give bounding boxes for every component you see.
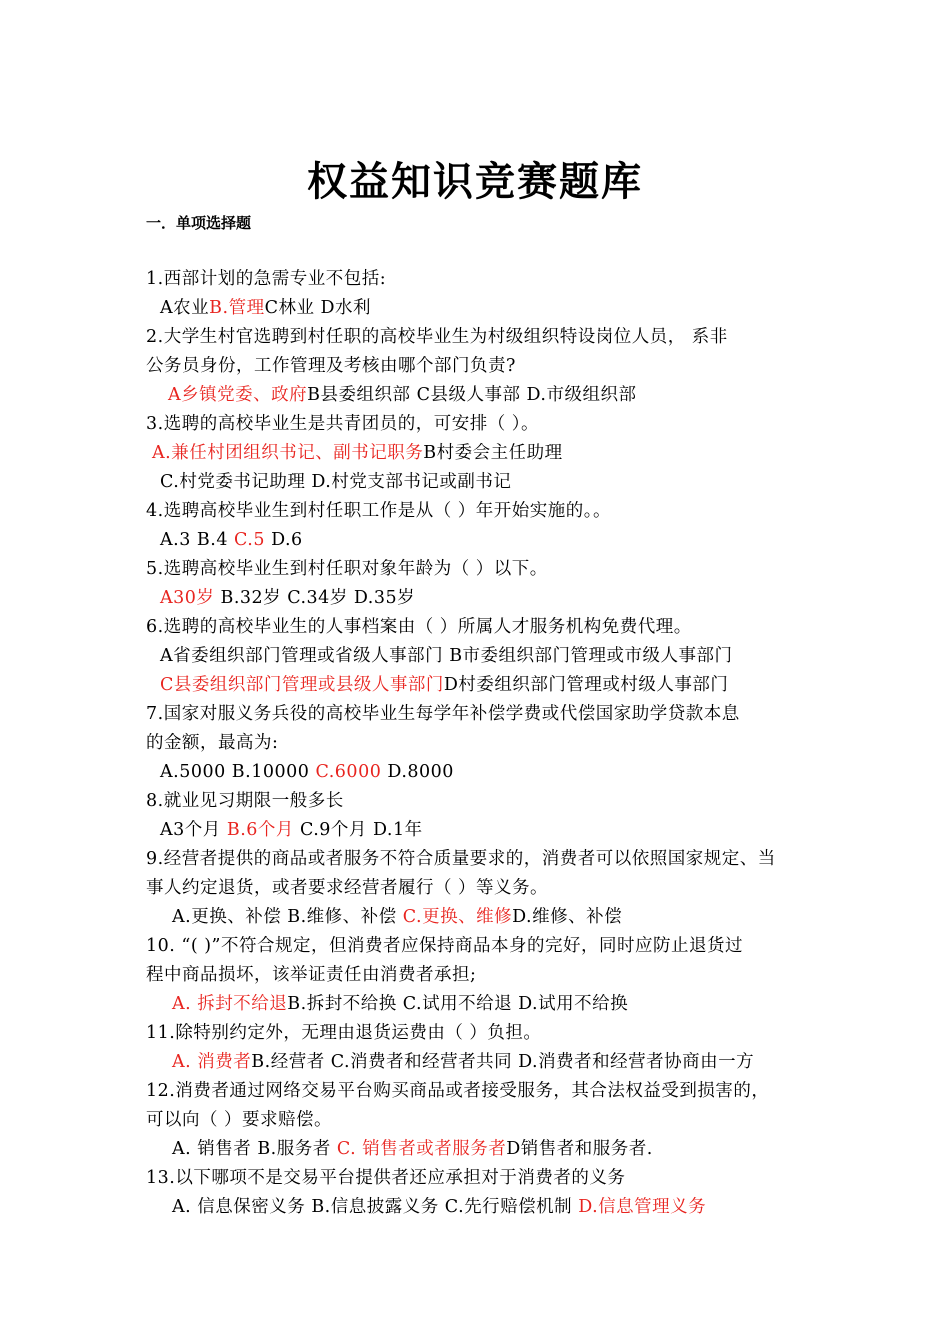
line-text: 12.消费者通过网络交易平台购买商品或者接受服务，其合法权益受到损害的， [146, 1081, 770, 1101]
line-text: 8.就业见习期限一般多长 [146, 791, 344, 811]
text-line [146, 1019, 541, 1048]
line-text: 5.选聘高校毕业生到村任职对象年龄为（ ）以下。 [146, 559, 548, 579]
text-line [160, 584, 415, 613]
answer-highlight: B.6个月 [226, 820, 294, 840]
text-line [146, 874, 548, 903]
line-text: A农业 [160, 298, 210, 318]
text-line [146, 323, 728, 352]
line-text: B.32岁 C.34岁 D.35岁 [214, 588, 416, 608]
text-line [172, 1193, 706, 1222]
line-text: 9.经营者提供的商品或者服务不符合质量要求的，消费者可以依照国家规定、当 [146, 849, 776, 869]
text-line [146, 1077, 769, 1106]
answer-highlight: A乡镇党委、政府 [168, 385, 308, 405]
text-line [146, 613, 692, 642]
text-line [146, 932, 743, 961]
text-line [152, 439, 563, 468]
answer-highlight: D.信息管理义务 [578, 1197, 707, 1217]
line-text: B村委会主任助理 [423, 443, 563, 463]
text-line [146, 410, 539, 439]
text-line [172, 903, 622, 932]
answer-highlight: C.更换、维修 [402, 907, 513, 927]
line-text: C.9个月 D.1年 [293, 820, 423, 840]
text-line [172, 1135, 653, 1164]
text-line [160, 671, 728, 700]
line-text: A省委组织部门管理或省级人事部门 B市委组织部门管理或市级人事部门 [160, 646, 733, 666]
text-line [172, 990, 628, 1019]
answer-highlight: A30岁 [160, 588, 215, 608]
line-text: A. 销售者 B.服务者 [172, 1139, 337, 1159]
text-line [160, 294, 371, 323]
answer-highlight: B.管理 [209, 298, 265, 318]
line-text: 4.选聘高校毕业生到村任职工作是从（ ）年开始实施的。。 [146, 501, 612, 521]
line-text: 13.以下哪项不是交易平台提供者还应承担对于消费者的义务 [146, 1168, 626, 1188]
line-text: 公务员身份，工作管理及考核由哪个部门负责? [146, 356, 516, 376]
line-text: A.更换、补偿 B.维修、补偿 [172, 907, 403, 927]
line-text: D.6 [265, 530, 303, 550]
line-text: 的金额，最高为: [146, 733, 279, 753]
text-line [146, 787, 344, 816]
line-text: 10. “( )”不符合规定，但消费者应保持商品本身的完好，同时应防止退货过 [146, 936, 744, 956]
line-text: D.维修、补偿 [512, 907, 623, 927]
line-text: 可以向（ ）要求赔偿。 [146, 1110, 333, 1130]
line-text: A.3 B.4 [160, 530, 235, 550]
line-text: 11.除特别约定外，无理由退货运费由（ ）负担。 [146, 1023, 542, 1043]
section-heading: 一．单项选择题 [146, 214, 252, 232]
document-title: 权益知识竞赛题库 [307, 159, 643, 205]
answer-highlight: A. 拆封不给退 [172, 994, 288, 1014]
line-text: A.5000 B.10000 [160, 762, 316, 782]
text-line [146, 352, 516, 381]
line-text: B县委组织部 C县级人事部 D.市级组织部 [307, 385, 637, 405]
text-line [146, 265, 386, 294]
text-line [146, 845, 776, 874]
line-text: C.村党委书记助理 D.村党支部书记或副书记 [160, 472, 512, 492]
line-text: A3个月 [160, 820, 227, 840]
text-line [172, 1048, 754, 1077]
line-text: 事人约定退货，或者要求经营者履行（ ）等义务。 [146, 878, 549, 898]
text-line [146, 700, 740, 729]
answer-highlight: C. 销售者或者服务者 [336, 1139, 507, 1159]
answer-highlight: C县委组织部门管理或县级人事部门 [160, 675, 444, 695]
text-line [160, 526, 303, 555]
answer-highlight: A. 消费者 [172, 1052, 252, 1072]
line-text: C林业 D水利 [264, 298, 372, 318]
line-text: B.经营者 C.消费者和经营者共同 D.消费者和经营者协商由一方 [251, 1052, 755, 1072]
line-text: 6.选聘的高校毕业生的人事档案由（ ）所属人才服务机构免费代理。 [146, 617, 692, 637]
text-line [160, 758, 454, 787]
line-text: D销售者和服务者. [506, 1139, 653, 1159]
answer-highlight: A.兼任村团组织书记、副书记职务 [152, 443, 424, 463]
line-text: D.8000 [381, 762, 454, 782]
text-line [160, 816, 423, 845]
line-text: 程中商品损坏，该举证责任由消费者承担; [146, 965, 477, 985]
line-text: B.拆封不给换 C.试用不给退 D.试用不给换 [287, 994, 629, 1014]
answer-highlight: C.6000 [315, 762, 382, 782]
line-text: 1.西部计划的急需专业不包括: [146, 269, 387, 289]
text-line [146, 555, 548, 584]
answer-highlight: C.5 [234, 530, 265, 550]
text-line [160, 642, 733, 671]
text-line [146, 1164, 625, 1193]
text-line [146, 497, 611, 526]
line-text: A. 信息保密义务 B.信息披露义务 C.先行赔偿机制 [172, 1197, 579, 1217]
text-line [146, 961, 476, 990]
text-line [168, 381, 637, 410]
text-line [146, 1106, 332, 1135]
line-text: 7.国家对服义务兵役的高校毕业生每学年补偿学费或代偿国家助学贷款本息 [146, 704, 740, 724]
line-text: D村委组织部门管理或村级人事部门 [443, 675, 729, 695]
line-text: 3.选聘的高校毕业生是共青团员的，可安排（ ）。 [146, 414, 540, 434]
text-line [160, 468, 511, 497]
line-text: 2.大学生村官选聘到村任职的高校毕业生为村级组织特设岗位人员， 系非 [146, 327, 728, 347]
text-line [146, 729, 278, 758]
